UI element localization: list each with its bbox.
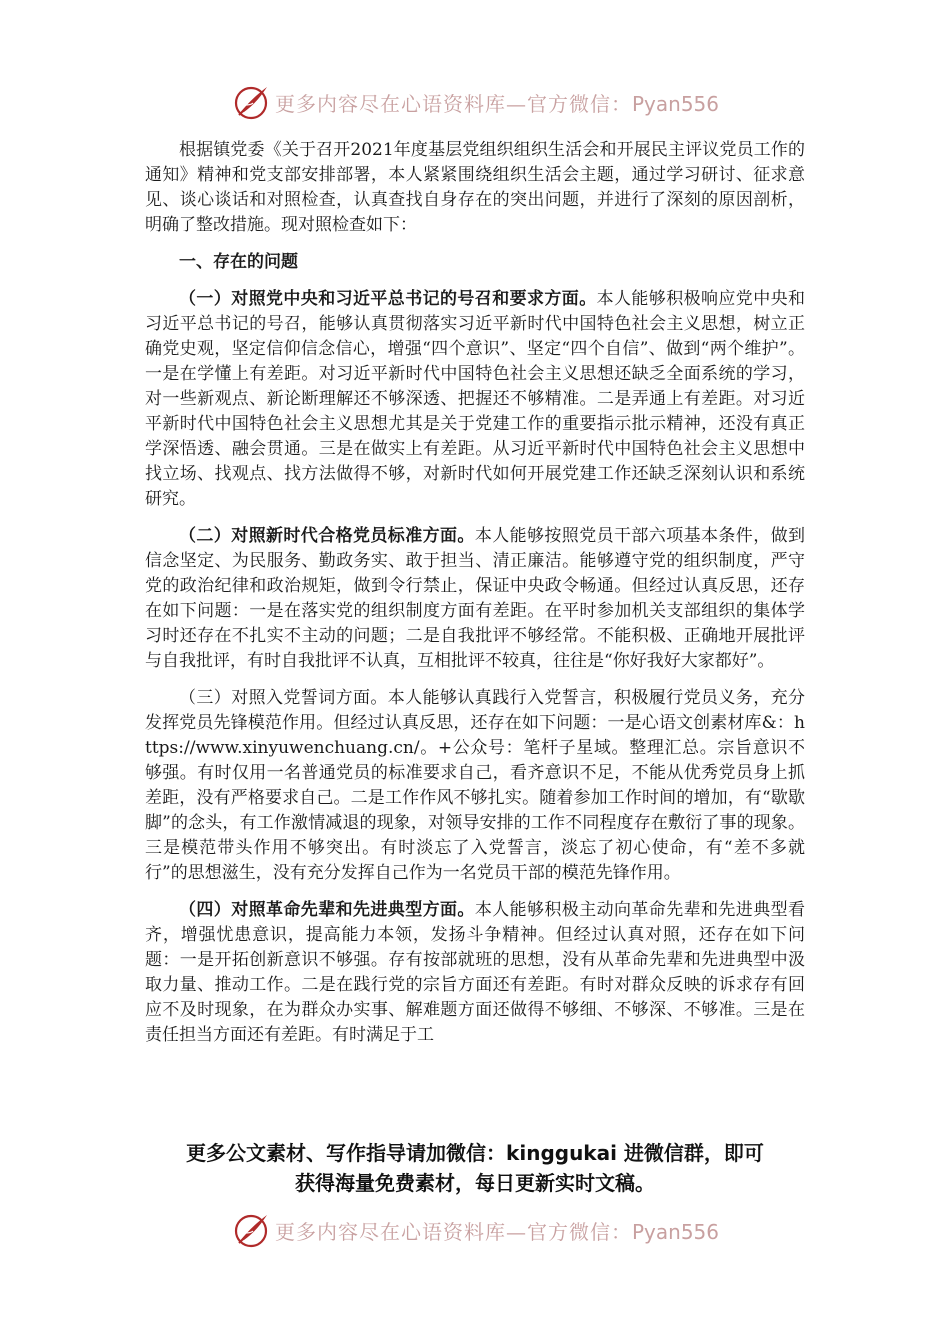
item-body-2: 本人能够按照党员干部六项基本条件，做到信念坚定、为民服务、勤政务实、敢于担当、清正廉洁。能够遵守党的组织制度，严守党的政治纪律和政治规矩，做到令行禁止，保证中央政令畅通。但经过认真反思，还存在如下问题：一是在落实党的组织制度方面有差距。在平时参加机关支部组织的集体学习时还存在不扎实不主动的问题；二是自我批评不够经常。不能积极、正确地开展批评与自我批评，有时自我批评不认真，互相批评不较真，往往是“你好我好大家都好”。	[145, 526, 806, 671]
item-paragraph-2	[145, 524, 805, 674]
item-paragraph-4	[145, 898, 805, 1048]
document-body	[145, 138, 805, 1060]
banner-text	[275, 1216, 719, 1245]
banner-label: 更多内容尽在心语资料库—官方微信：	[274, 91, 632, 116]
quill-logo-icon	[231, 1210, 271, 1250]
item-paragraph-1	[145, 287, 805, 512]
item-lead-1: （一）对照党中央和习近平总书记的号召和要求方面。	[179, 289, 597, 309]
promo-line-2: 获得海量免费素材，每日更新实时文稿。	[295, 1171, 655, 1195]
banner-label: 更多内容尽在心语资料库—官方微信：	[274, 1219, 632, 1244]
item-body-3: （三）对照入党誓词方面。本人能够认真践行入党誓言，积极履行党员义务，充分发挥党员先锋模范作用。但经过认真反思，还存在如下问题：一是心语文创素材库&：https://www.xinyuwenchuang.cn/。+公众号：笔杆子星域。整理汇总。宗旨意识不够强。有时仅用一名普通党员的标准要求自己，看齐意识不足，不能从优秀党员身上抓差距，没有严格要求自己。二是工作作风不够扎实。随着参加工作时间的增加，有“歇歇脚”的念头，有工作激情减退的现象，对领导安排的工作不同程度存在敷衍了事的现象。三是模范带头作用不够突出。有时淡忘了入党誓言，淡忘了初心使命，有“差不多就行”的思想滋生，没有充分发挥自己作为一名党员干部的模范先锋作用。	[145, 688, 805, 883]
promo-line-1: 更多公文素材、写作指导请加微信：kinggukai 进微信群，即可	[186, 1141, 764, 1165]
intro-paragraph: 根据镇党委《关于召开2021年度基层党组织组织生活会和开展民主评议党员工作的通知》精神和党支部安排部署，本人紧紧围绕组织生活会主题，通过学习研讨、征求意见、谈心谈话和对照检查，认真查找自身存在的突出问题，并进行了深刻的原因剖析，明确了整改措施。现对照检查如下：	[145, 140, 805, 235]
header-banner	[0, 80, 950, 124]
item-paragraph-3	[145, 686, 805, 886]
footer-banner	[0, 1208, 950, 1252]
item-lead-4: （四）对照革命先辈和先进典型方面。	[179, 900, 475, 920]
item-lead-2: （二）对照新时代合格党员标准方面。	[179, 526, 475, 546]
item-body-1: 本人能够积极响应党中央和习近平总书记的号召，能够认真贯彻落实习近平新时代中国特色社会主义思想，树立正确党史观，坚定信仰信念信心，增强“四个意识”、坚定“四个自信”、做到“两个维护”。一是在学懂上有差距。对习近平新时代中国特色社会主义思想还缺乏全面系统的学习，对一些新观点、新论断理解还不够深透、把握还不够精准。二是弄通上有差距。对习近平新时代中国特色社会主义思想尤其是关于党建工作的重要指示批示精神，还没有真正学深悟透、融会贯通。三是在做实上有差距。从习近平新时代中国特色社会主义思想中找立场、找观点、找方法做得不够，对新时代如何开展党建工作还缺乏深刻认识和系统研究。	[145, 289, 806, 509]
section-heading: 一、存在的问题	[179, 252, 298, 272]
item-body-4: 本人能够积极主动向革命先辈和先进典型看齐，增强忧患意识，提高能力本领，发扬斗争精神。但经过认真对照，还存在如下问题：一是开拓创新意识不够强。存有按部就班的思想，没有从革命先辈和先进典型中汲取力量、推动工作。二是在践行党的宗旨方面还有差距。有时对群众反映的诉求存有回应不及时现象，在为群众办实事、解难题方面还做得不够细、不够深、不够准。三是在责任担当方面还有差距。有时满足于工	[145, 900, 806, 1045]
banner-wechat-id: Pyan556	[631, 1219, 719, 1244]
promo-notice	[120, 1138, 830, 1198]
banner-wechat-id: Pyan556	[631, 91, 719, 116]
quill-logo-icon	[231, 82, 271, 122]
banner-text	[275, 88, 719, 117]
